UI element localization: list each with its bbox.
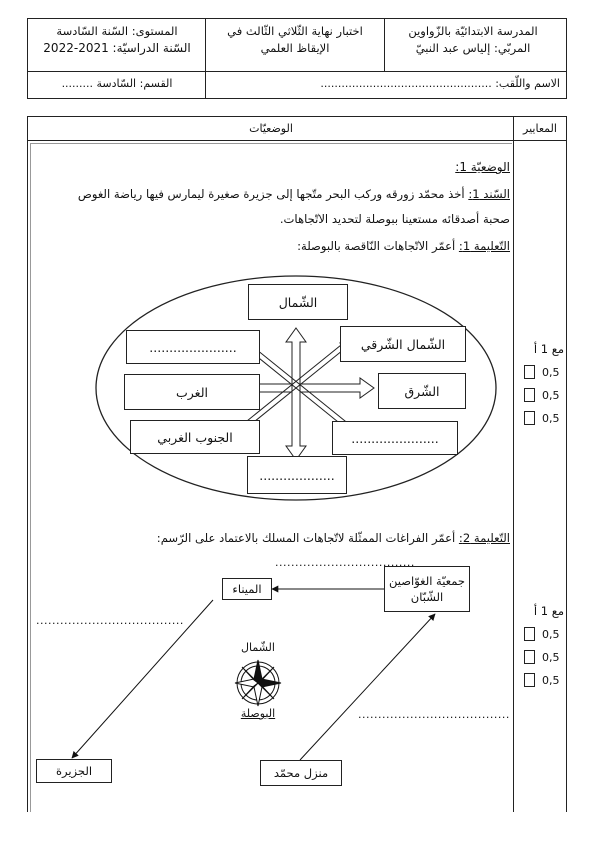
score-box[interactable] [524, 627, 535, 641]
instruction-1-text: أعمّر الاتّجاهات النّاقصة بالبوصلة: [297, 239, 459, 253]
island-box: الجزيرة [36, 759, 112, 783]
instruction-2-text: أعمّر الفراغات الممثّلة لاتّجاهات المسلك بالاعتماد على الرّسم: [156, 531, 459, 545]
instruction-2-label: التّعليمة 2: [458, 531, 510, 545]
criteria-header: المعايير [523, 122, 557, 135]
port-box: الميناء [222, 578, 272, 600]
score-value: 0,5 [542, 674, 560, 687]
compass-southeast-field[interactable]: ...................... [332, 421, 458, 455]
compass-south-field[interactable]: ................... [247, 456, 347, 494]
compass-caption [228, 707, 288, 720]
level-label: المستوى: السّنة السّادسة [56, 24, 178, 38]
score-box[interactable] [524, 365, 535, 379]
score-value: 0,5 [542, 366, 560, 379]
exam-subject: الإيقاظ العلمي [260, 41, 330, 55]
compass-northwest-field[interactable]: ...................... [126, 330, 260, 364]
compass-east-box: الشّرق [378, 373, 466, 409]
home-box: منزل محمّد [260, 760, 342, 786]
score-value: 0,5 [542, 651, 560, 664]
score-box[interactable] [524, 411, 535, 425]
compass-caption-text: البوصلة [240, 707, 276, 720]
divers-association-box: جمعيّة الغوّاصين الشّبّان [384, 566, 470, 612]
compass-north-box: الشّمال [248, 284, 348, 320]
exam-title: اختبار نهاية الثّلاثي الثّالث في [227, 24, 363, 38]
route-home-to-divers [300, 614, 435, 760]
school-year: السّنة الدراسيّة: 2021-2022 [43, 41, 191, 55]
criteria-label: مع 1 أ [533, 342, 564, 356]
blank-top-field[interactable]: ................................... [275, 556, 415, 569]
score-value: 0,5 [542, 628, 560, 641]
small-compass-icon [235, 660, 281, 706]
score-value: 0,5 [542, 389, 560, 402]
blank-left-field[interactable]: ..................................... [36, 614, 184, 627]
support-text-line2: صحبة أصدقائه مستعينا ببوصلة لتحديد الاتّجاهات. [279, 212, 510, 226]
situations-header: الوضعيّات [249, 122, 293, 135]
score-box[interactable] [524, 673, 535, 687]
small-compass-north-label: الشّمال [241, 641, 275, 654]
score-box[interactable] [524, 650, 535, 664]
score-value: 0,5 [542, 412, 560, 425]
blank-right-field[interactable]: ...................................... [358, 708, 510, 721]
school-name: المدرسة الابتدائيّة بالزّواوين [408, 24, 538, 38]
support-label: السّند 1: [468, 187, 510, 201]
compass-southwest-box: الجنوب الغربي [130, 420, 260, 454]
compass-west-box: الغرب [124, 374, 260, 410]
instruction-1-label: التّعليمة 1: [458, 239, 510, 253]
support-text: أخذ محمّد زورقه وركب البحر متّجها إلى جزيرة صغيرة ليمارس فيها رياضة الغوص [77, 187, 469, 201]
score-box[interactable] [524, 388, 535, 402]
student-name-field[interactable]: الاسم واللّقب: ................................................. [320, 77, 560, 90]
criteria-label: مع 1 أ [533, 604, 564, 618]
compass-northeast-box: الشّمال الشّرقي [340, 326, 466, 362]
class-field[interactable]: القسم: السّادسة ......... [61, 77, 173, 90]
situation-title-text: الوضعيّة 1: [455, 160, 510, 174]
teacher-name: المربّي: إلياس عبد النبيّ [415, 41, 531, 55]
